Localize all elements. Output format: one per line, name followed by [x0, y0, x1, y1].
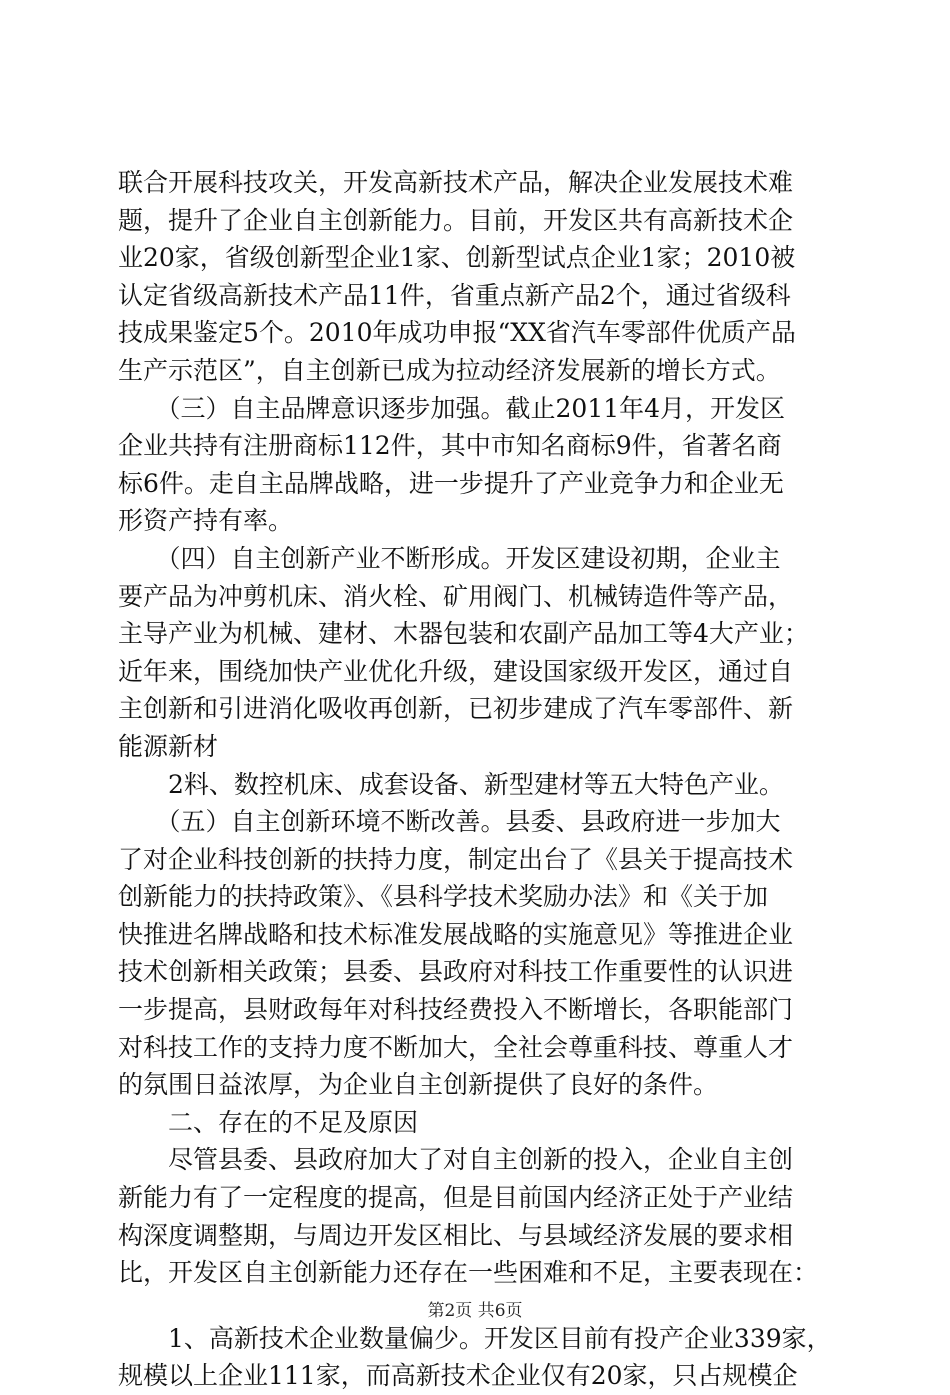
- document-body: [118, 164, 838, 1395]
- text-line: 了对企业科技创新的扶持力度，制定出台了《县关于提高技术: [118, 844, 794, 874]
- text-line: 主创新和引进消化吸收再创新，已初步建成了汽车零部件、新: [118, 694, 794, 724]
- text-line: 技成果鉴定5个。2010年成功申报“XX省汽车零部件优质产品: [118, 318, 796, 348]
- text-line: 规模以上企业111家，而高新技术企业仅有20家，只占规模企: [118, 1361, 798, 1391]
- text-line: 企业共持有注册商标112件，其中市知名商标9件，省著名商: [118, 431, 782, 461]
- text-line: 尽管县委、县政府加大了对自主创新的投入，企业自主创: [118, 1145, 794, 1175]
- text-line: 联合开展科技攻关，开发高新技术产品，解决企业发展技术难: [118, 168, 794, 197]
- text-line: 快推进名牌战略和技术标准发展战略的实施意见》等推进企业: [118, 919, 794, 949]
- text-line: 形资产持有率。: [118, 506, 294, 536]
- text-line: 新能力有了一定程度的提高，但是目前国内经济正处于产业结: [118, 1183, 794, 1213]
- text-line: 二、存在的不足及原因: [118, 1107, 419, 1137]
- text-line: （三）自主品牌意识逐步加强。截止2011年4月，开发区: [118, 393, 786, 423]
- page-footer: 第2页 共6页: [427, 1301, 523, 1321]
- text-line: 对科技工作的支持力度不断加大，全社会尊重科技、尊重人才: [118, 1032, 794, 1062]
- text-line: 能源新材: [118, 731, 219, 761]
- text-line: 一步提高，县财政每年对科技经费投入不断增长，各职能部门: [118, 995, 794, 1025]
- text-line: 生产示范区”，自主创新已成为拉动经济发展新的增长方式。: [118, 355, 781, 385]
- text-line: 近年来，围绕加快产业优化升级，建设国家级开发区，通过自: [118, 656, 794, 686]
- text-line: 要产品为冲剪机床、消火栓、矿用阀门、机械铸造件等产品，: [118, 581, 794, 611]
- text-line: （五）自主创新环境不断改善。县委、县政府进一步加大: [118, 807, 781, 837]
- text-line: 认定省级高新技术产品11件，省重点新产品2个，通过省级科: [118, 280, 791, 310]
- text-line: 主导产业为机械、建材、木器包装和农副产品加工等4大产业；: [118, 619, 809, 649]
- text-line: 1、高新技术企业数量偏少。开发区目前有投产企业339家，: [118, 1323, 832, 1353]
- text-line: 题，提升了企业自主创新能力。目前，开发区共有高新技术企: [118, 205, 794, 235]
- text-line: 业20家，省级创新型企业1家、创新型试点企业1家；2010被: [118, 243, 796, 273]
- text-line: 的氛围日益浓厚，为企业自主创新提供了良好的条件。: [118, 1070, 719, 1100]
- text-line: 技术创新相关政策；县委、县政府对科技工作重要性的认识进: [118, 957, 794, 987]
- text-line: 创新能力的扶持政策》、《县科学技术奖励办法》和《关于加: [118, 882, 769, 912]
- text-line: （四）自主创新产业不断形成。开发区建设初期，企业主: [118, 543, 781, 573]
- text-line: 比，开发区自主创新能力还存在一些困难和不足，主要表现在：: [118, 1258, 819, 1288]
- text-line: 构深度调整期，与周边开发区相比、与县域经济发展的要求相: [118, 1220, 794, 1250]
- text-line: 标6件。走自主品牌战略，进一步提升了产业竞争力和企业无: [118, 468, 784, 498]
- text-line: 2料、数控机床、成套设备、新型建材等五大特色产业。: [118, 769, 784, 799]
